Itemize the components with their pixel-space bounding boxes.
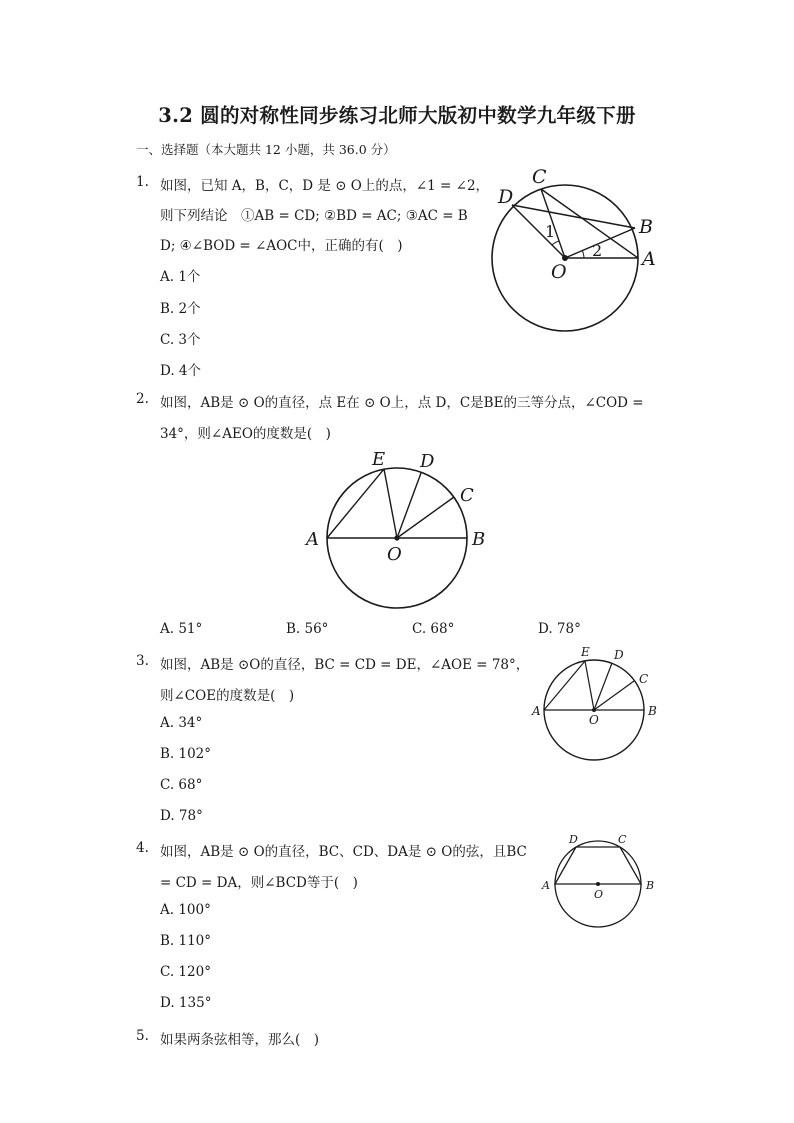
question-4-number: 4.: [136, 840, 149, 856]
q1-label-a: A: [642, 248, 656, 270]
page-title: 3.2 圆的对称性同步练习北师大版初中数学九年级下册: [158, 104, 636, 127]
q1-label-c: C: [532, 166, 547, 188]
question-3-line-1: 如图，AB是 ⊙O的直径，BC = CD = DE，∠AOE = 78°，: [160, 657, 530, 673]
q2-center-dot: [394, 535, 399, 540]
q4-center-dot: [596, 882, 600, 886]
q1-angle-2-arc: [582, 250, 584, 258]
question-3-line-2: 则∠COE的度数是( ): [160, 688, 295, 704]
question-4-figure: [536, 828, 666, 938]
question-3-figure: [528, 642, 668, 762]
q2-label-o: O: [387, 544, 402, 565]
q1-chord-d-b: [512, 205, 635, 228]
q4-label-a: A: [542, 879, 550, 892]
q3-label-b: B: [648, 704, 657, 718]
q1-angle-1-arc: [552, 241, 559, 245]
q1-label-b: B: [639, 216, 653, 238]
question-1-option-d[interactable]: D. 4个: [160, 363, 202, 379]
q4-label-c: C: [618, 833, 627, 846]
q3-label-o: O: [589, 713, 599, 727]
question-1-option-b[interactable]: B. 2个: [160, 301, 201, 317]
q1-label-o: O: [551, 261, 567, 283]
q2-label-b: B: [472, 529, 486, 550]
q4-label-o: O: [594, 888, 604, 901]
question-2-option-b[interactable]: B. 56°: [286, 621, 329, 637]
q2-radius-o-c: [397, 497, 454, 538]
question-3-option-a[interactable]: A. 34°: [160, 715, 203, 731]
question-5-number: 5.: [136, 1028, 149, 1044]
question-4-option-d[interactable]: D. 135°: [160, 995, 212, 1011]
q2-radius-o-d: [397, 473, 421, 538]
question-4-line-2: = CD = DA，则∠BCD等于( ): [160, 875, 358, 891]
question-4-option-a[interactable]: A. 100°: [160, 902, 211, 918]
question-2-line-1: 如图，AB是 ⊙ O的直径，点 E在 ⊙ O上，点 D，C是BE的三等分点，∠COD =: [160, 395, 644, 411]
question-1-line-1: 如图，已知 A，B，C，D 是 ⊙ O上的点，∠1 = ∠2，: [160, 178, 490, 194]
question-4-option-c[interactable]: C. 120°: [160, 964, 211, 980]
question-1-option-a[interactable]: A. 1个: [160, 269, 201, 285]
section-heading: 一、选择题（本大题共 12 小题，共 36.0 分）: [136, 142, 396, 157]
question-3-option-c[interactable]: C. 68°: [160, 777, 203, 793]
question-1-line-3: D; ④∠BOD = ∠AOC中，正确的有( ): [160, 238, 403, 254]
q1-label-d: D: [498, 186, 514, 208]
question-1-option-c[interactable]: C. 3个: [160, 332, 201, 348]
question-2-option-d[interactable]: D. 78°: [538, 621, 581, 637]
q2-label-a: A: [306, 529, 319, 550]
question-3-option-b[interactable]: B. 102°: [160, 746, 212, 762]
q2-label-c: C: [460, 485, 474, 506]
question-2-option-c[interactable]: C. 68°: [412, 621, 455, 637]
question-1-line-2: 则下列结论 ①AB = CD; ②BD = AC; ③AC = B: [160, 208, 468, 224]
question-2-figure: [300, 445, 500, 610]
question-3-number: 3.: [136, 653, 149, 669]
question-4-line-1: 如图，AB是 ⊙ O的直径，BC、CD、DA是 ⊙ O的弦，且BC: [160, 844, 527, 860]
q3-label-d: D: [614, 648, 624, 662]
q4-label-d: D: [569, 833, 578, 846]
question-5-line-1: 如果两条弦相等，那么( ): [160, 1032, 320, 1048]
question-1-number: 1.: [136, 174, 149, 190]
q2-label-e: E: [372, 449, 386, 470]
question-3-option-d[interactable]: D. 78°: [160, 808, 203, 824]
q3-label-c: C: [639, 672, 649, 686]
q2-radius-o-e: [384, 469, 397, 538]
q3-center-dot: [592, 708, 596, 712]
question-4-option-b[interactable]: B. 110°: [160, 933, 212, 949]
q4-label-b: B: [646, 879, 655, 892]
question-2-line-2: 34°，则∠AEO的度数是( ): [160, 426, 331, 442]
q3-radius-o-e: [585, 661, 594, 710]
question-2-number: 2.: [136, 391, 149, 407]
question-1-figure: [488, 165, 668, 335]
q3-label-a: A: [532, 704, 541, 718]
q2-label-d: D: [420, 451, 435, 472]
q1-angle-1-label: 1: [545, 222, 556, 241]
q3-label-e: E: [581, 645, 590, 659]
question-2-option-a[interactable]: A. 51°: [160, 621, 203, 637]
q1-angle-2-label: 2: [592, 241, 603, 260]
